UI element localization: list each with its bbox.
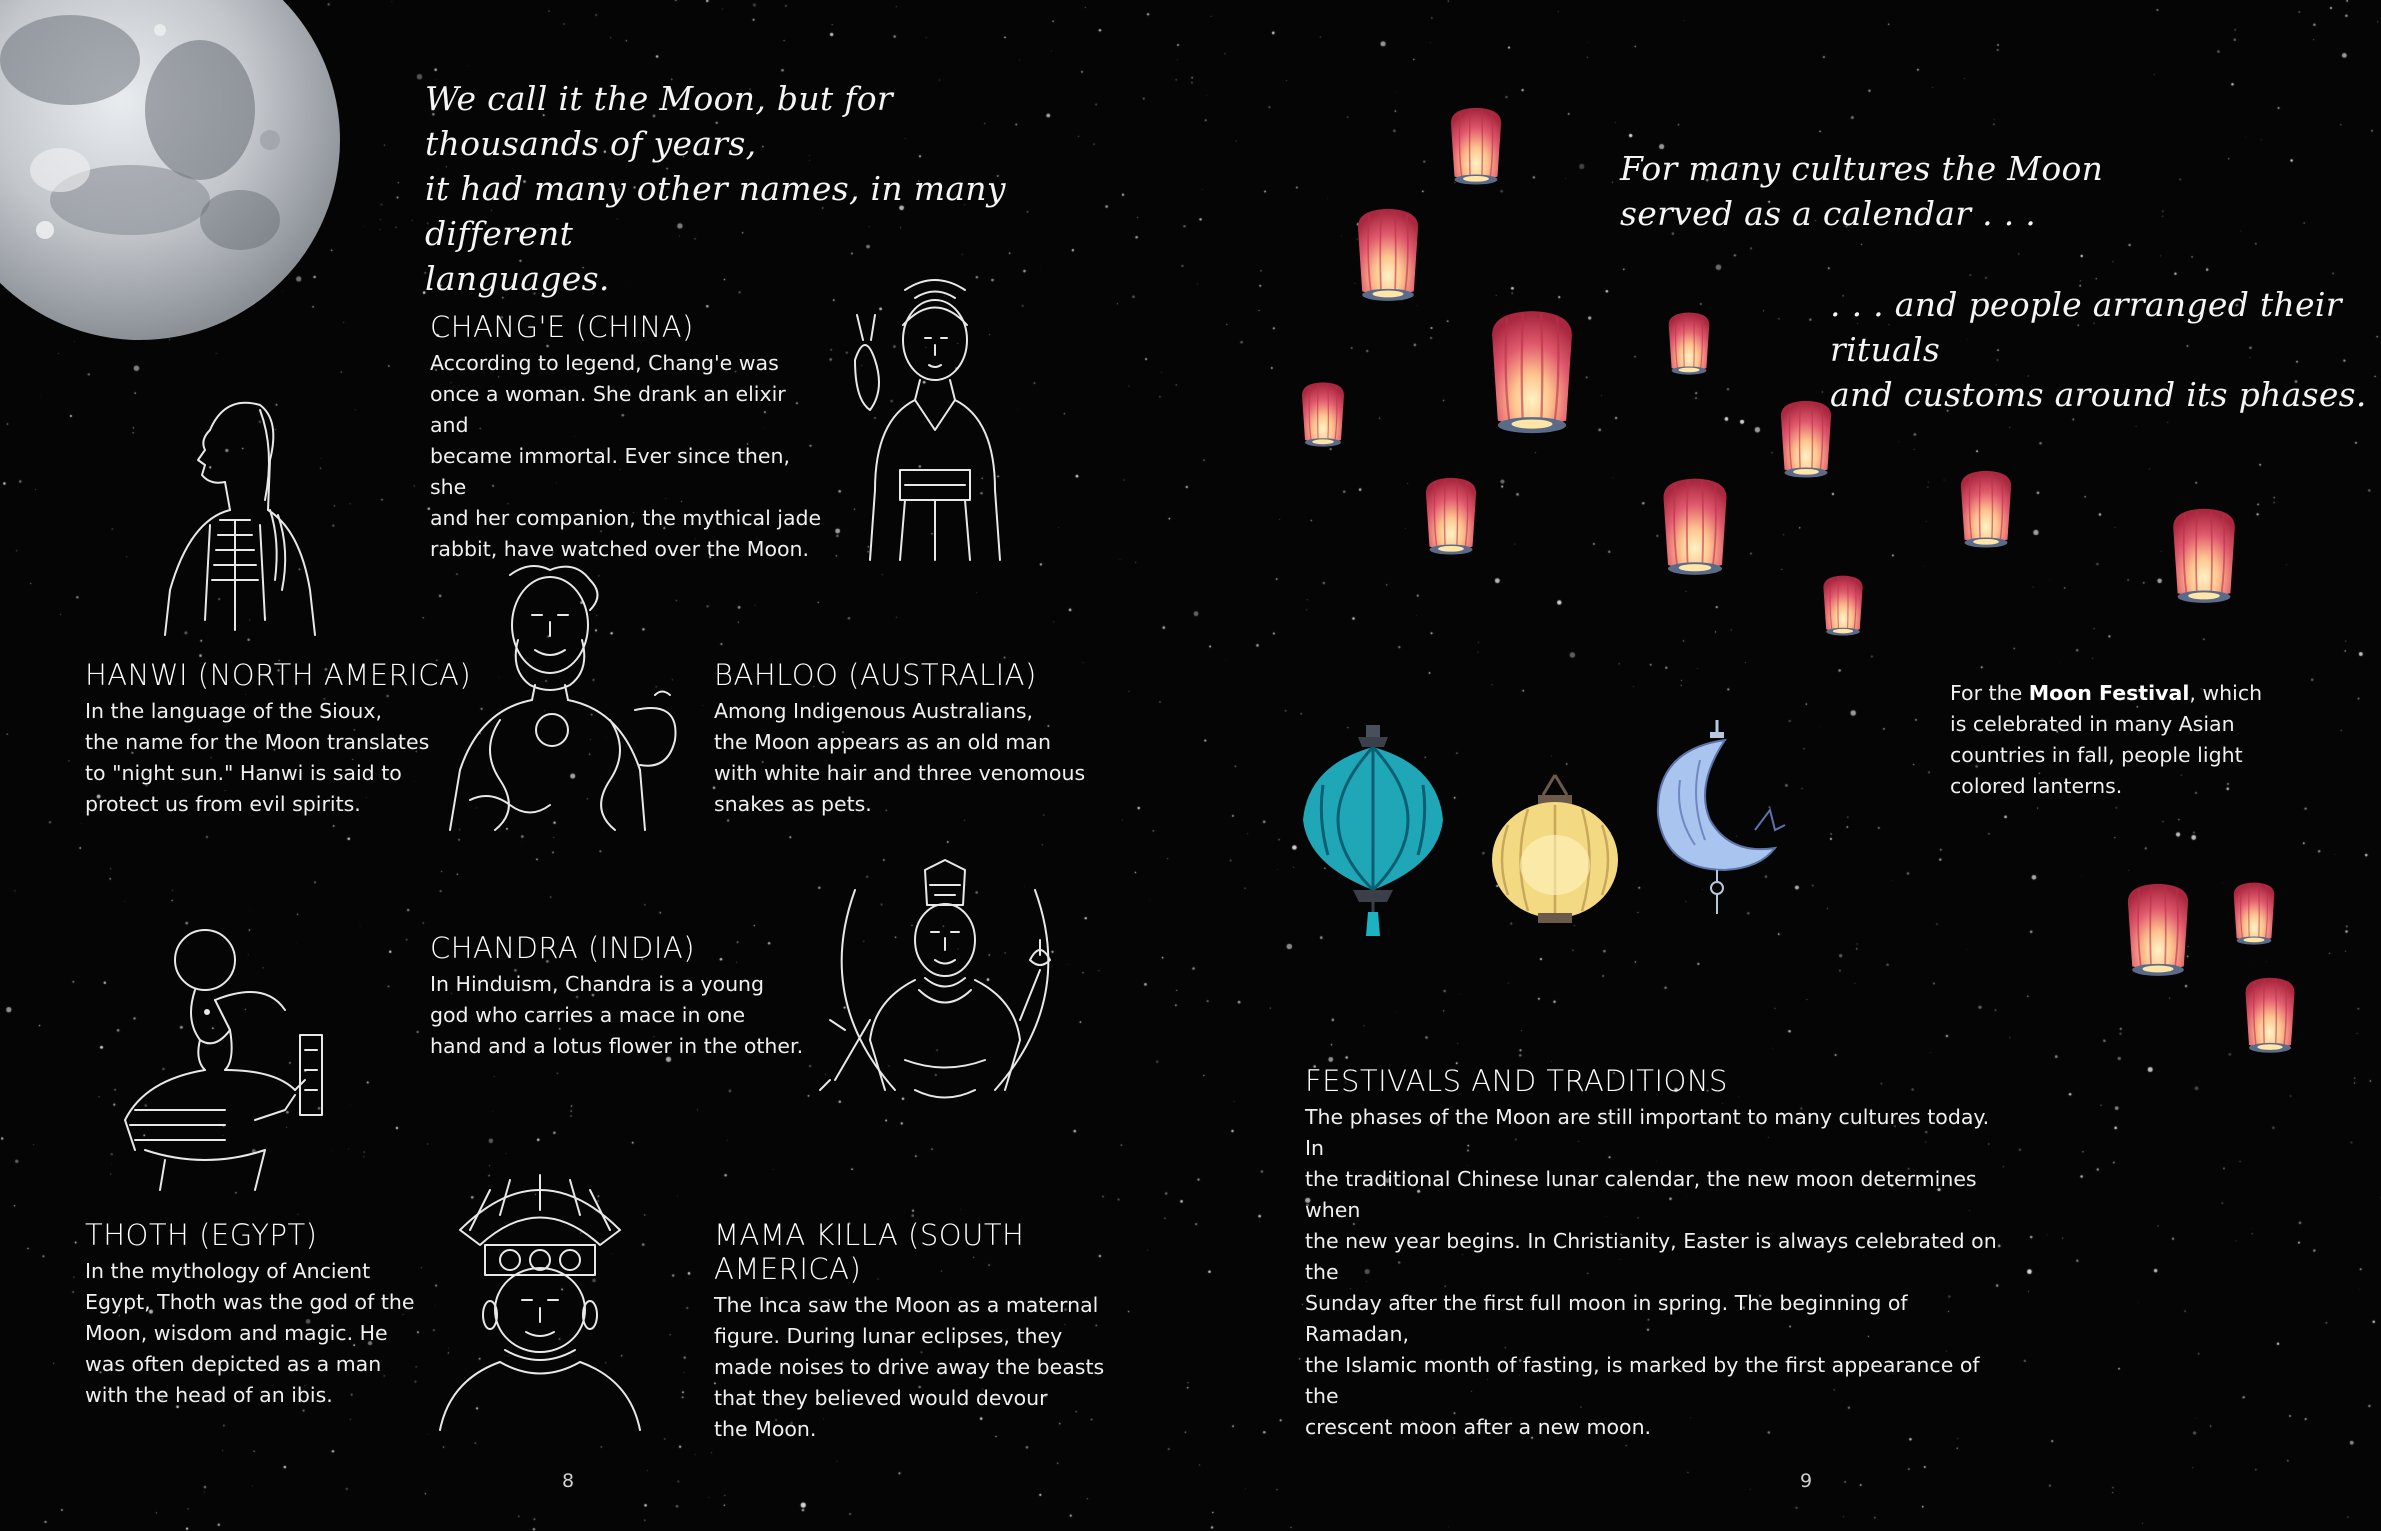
sky-lantern [1650,475,1740,583]
sky-lantern [1815,573,1871,641]
page-number-right: 9 [1800,1470,1813,1492]
body-line: The phases of the Moon are still important to many cultures today. In [1305,1105,1990,1160]
intro-line: languages. [425,259,610,298]
change-figure-illustration [845,270,1025,560]
entry-heading: CHANG'E (CHINA) [430,310,694,344]
body-line: with the head of an ibis. [85,1383,333,1407]
body-line: crescent moon after a new moon. [1305,1415,1652,1439]
rituals-quote [1830,282,2370,417]
sky-lantern [1440,105,1512,191]
entry-body [85,1256,485,1411]
body-line: the new year begins. In Christianity, Easter is always celebrated on the [1305,1229,1997,1284]
entry-body [714,696,1114,820]
sky-lantern [2225,880,2283,950]
entry-heading: MAMA KILLA (SOUTH AMERICA) [714,1218,1025,1286]
intro-text [425,76,1065,301]
body-line: with white hair and three venomous [714,761,1086,785]
body-line: Egypt, Thoth was the god of the [85,1290,415,1314]
caption-prefix: For the [1950,681,2029,705]
body-line: to "night sun." Hanwi is said to [85,761,402,785]
sky-lantern [1660,310,1718,380]
quote-line: . . . and people arranged their rituals [1830,285,2342,369]
body-line: that they believed would devour [714,1386,1048,1410]
body-line: In the mythology of Ancient [85,1259,371,1283]
mama-killa-figure-illustration [430,1170,650,1430]
sky-lantern [1950,468,2022,554]
body-line: god who carries a mace in one [430,1003,746,1027]
festivals-heading: FESTIVALS AND TRADITIONS [1305,1064,1728,1098]
entry-heading: THOTH (EGYPT) [85,1218,318,1252]
quote-line: and customs around its phases. [1830,375,2367,414]
body-line: hand and a lotus flower in the other. [430,1034,804,1058]
caption-suffix: , which [2189,681,2263,705]
entry-mama-killa [714,1218,1134,1445]
body-line: countries in fall, people light [1950,743,2243,767]
entry-heading: CHANDRA (INDIA) [430,931,696,965]
body-line: colored lanterns. [1950,774,2123,798]
festivals-section [1305,1064,2005,1443]
hanwi-figure-illustration [150,390,320,635]
teal-hanging-lantern [1298,725,1448,935]
body-line: protect us from evil spirits. [85,792,361,816]
body-line: the traditional Chinese lunar calendar, the new moon determines when [1305,1167,1977,1222]
body-line: snakes as pets. [714,792,872,816]
body-line: figure. During lunar eclipses, they [714,1324,1063,1348]
moon-festival-term: Moon Festival [2028,681,2190,705]
moon-festival-caption [1950,678,2270,802]
entry-thoth [85,1218,485,1411]
entry-chandra [430,931,810,1062]
sky-lantern [2115,880,2201,984]
caption-first-line [1950,678,2270,709]
body-line: Sunday after the first full moon in spring. The beginning of Ramadan, [1305,1291,1908,1346]
entry-body [714,1290,1134,1445]
body-line: In Hinduism, Chandra is a young [430,972,765,996]
entry-body [430,348,830,565]
body-line: In the language of the Sioux, [85,699,382,723]
body-line: was often depicted as a man [85,1352,382,1376]
body-line: Among Indigenous Australians, [714,699,1034,723]
page-number-left: 8 [562,1470,575,1492]
bahloo-figure-illustration [440,560,690,830]
sky-lantern [1770,398,1842,484]
body-line: made noises to drive away the beasts [714,1355,1105,1379]
sky-lantern [2160,505,2248,611]
body-line: the Islamic month of fasting, is marked by the first appearance of the [1305,1353,1980,1408]
body-line: the Moon appears as an old man [714,730,1051,754]
sky-lantern [1475,305,1589,445]
chandra-figure-illustration [815,860,1075,1130]
calendar-quote [1620,146,2180,236]
full-moon-illustration [0,0,350,354]
entry-hanwi [85,658,485,820]
entry-change [430,310,830,565]
yellow-hanging-lantern [1488,775,1623,925]
body-line: According to legend, Chang'e was [430,351,779,375]
body-line: The Inca saw the Moon as a maternal [714,1293,1099,1317]
body-line: the Moon. [714,1417,817,1441]
body-line: became immortal. Ever since then, she [430,444,791,499]
body-line: rabbit, have watched over the Moon. [430,537,810,561]
body-line: Moon, wisdom and magic. He [85,1321,388,1345]
quote-line: served as a calendar . . . [1620,194,2037,233]
entry-body [430,969,810,1062]
festivals-body [1305,1102,2005,1443]
sky-lantern [1415,475,1487,561]
entry-body [85,696,485,820]
body-line: is celebrated in many Asian [1950,712,2235,736]
sky-lantern [1293,380,1353,452]
body-line: the name for the Moon translates [85,730,430,754]
intro-line: We call it the Moon, but for thousands of years, [425,79,893,163]
body-line: and her companion, the mythical jade [430,506,822,530]
entry-heading: HANWI (NORTH AMERICA) [85,658,472,692]
body-line: once a woman. She drank an elixir and [430,382,786,437]
quote-line: For many cultures the Moon [1620,149,2104,188]
entry-bahloo [714,658,1114,820]
sky-lantern [2235,975,2305,1059]
thoth-figure-illustration [105,920,365,1190]
crescent-hanging-lantern [1650,720,1785,915]
intro-line: it had many other names, in many different [425,169,1006,253]
entry-heading: BAHLOO (AUSTRALIA) [714,658,1037,692]
sky-lantern [1345,205,1431,309]
